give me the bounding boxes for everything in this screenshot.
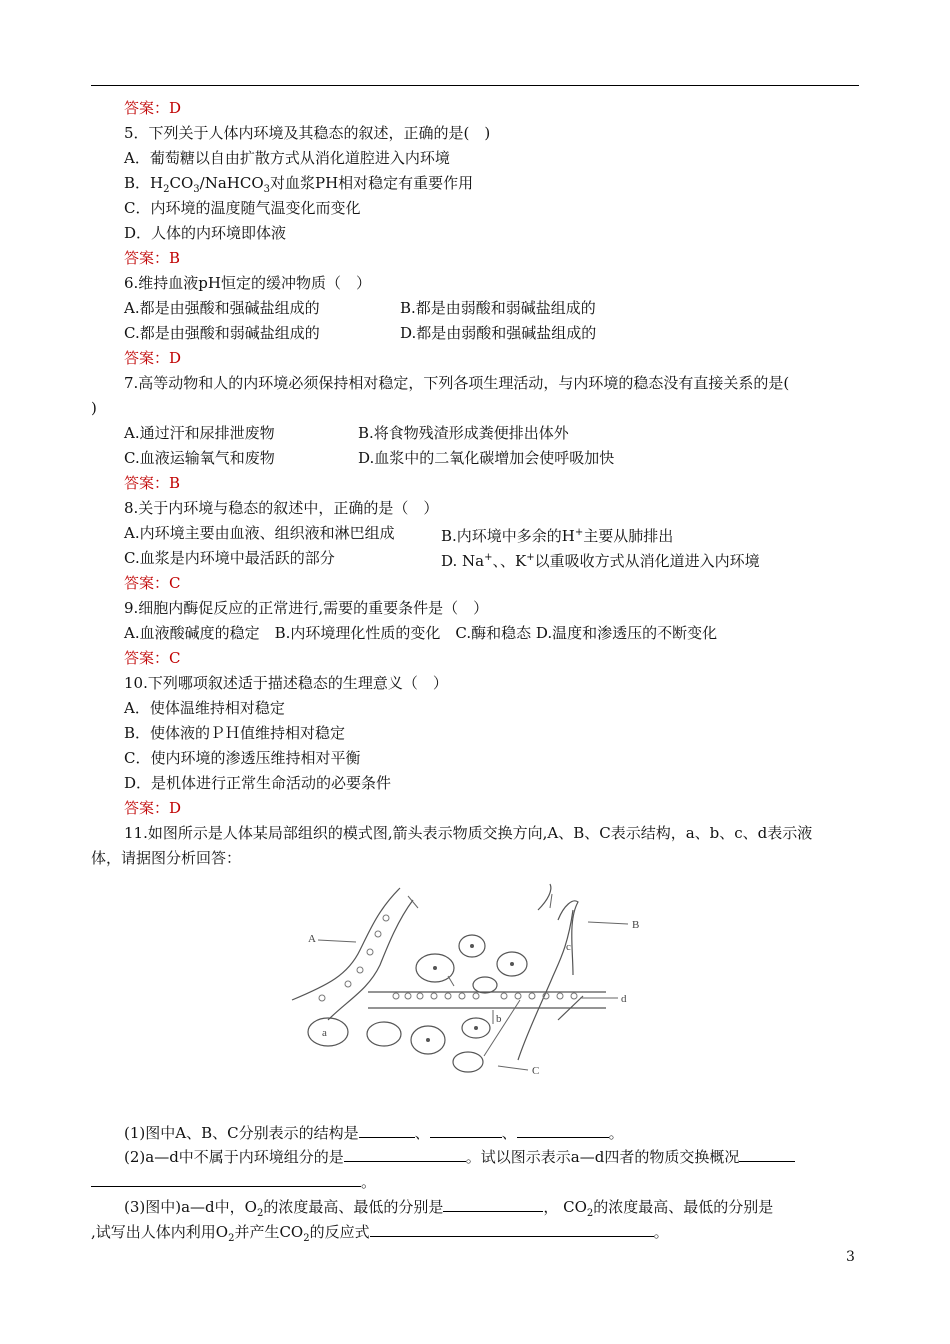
q7-option-c: C.血液运输氧气和废物 bbox=[124, 449, 275, 467]
q8-option-b: B.内环境中多余的H+主要从肺排出 bbox=[441, 527, 674, 545]
q11-part3-cont: ,试写出人体内利用$O_2$并产生$CO_2$的反应式 。 bbox=[91, 1223, 669, 1244]
blood-cell bbox=[431, 993, 437, 999]
blank-2b[interactable] bbox=[739, 1147, 795, 1162]
q11-part1: (1)图中A、B、C分别表示的结构是 、 、 。 bbox=[124, 1124, 624, 1142]
lymph-cell bbox=[319, 995, 325, 1001]
lymph-vessel-inner bbox=[328, 900, 413, 1020]
blank-1c[interactable] bbox=[517, 1123, 609, 1138]
lymph-cell bbox=[357, 967, 363, 973]
q8-option-c: C.血浆是内环境中最活跃的部分 bbox=[124, 549, 335, 567]
cell-4 bbox=[473, 977, 497, 993]
q8-stem: 8.关于内环境与稳态的叙述中，正确的是（ ） bbox=[124, 499, 439, 517]
blood-cell bbox=[445, 993, 451, 999]
q8-option-d: D. Na+、、K+以重吸收方式从消化道进入内环境 bbox=[441, 552, 760, 570]
blood-cell bbox=[529, 993, 535, 999]
lymph-cell bbox=[375, 931, 381, 937]
answer-q6: 答案：D bbox=[124, 349, 182, 367]
q11-part2-cont: 。 bbox=[91, 1172, 376, 1192]
q11-part2: (2)a—d中不属于内环境组分的是 。试以图示表示a—d四者的物质交换概况 bbox=[124, 1147, 795, 1167]
label-line-b bbox=[588, 922, 628, 924]
header-rule bbox=[91, 85, 859, 86]
blood-cell bbox=[417, 993, 423, 999]
arrow-up-left bbox=[408, 896, 418, 908]
q10-option-c: C．使内环境的渗透压维持相对平衡 bbox=[124, 749, 361, 767]
blank-3a[interactable] bbox=[443, 1197, 543, 1212]
q5-option-b: B．$H_2CO_3/NaHCO_3$对血浆PH相对稳定有重要作用 bbox=[124, 174, 474, 195]
label-c: c bbox=[566, 941, 571, 953]
blood-cell bbox=[473, 993, 479, 999]
answer-q10: 答案：D bbox=[124, 799, 182, 817]
blood-cell bbox=[405, 993, 411, 999]
q7-stem: 7.高等动物和人的内环境必须保持相对稳定，下列各项生理活动，与内环境的稳态没有直接关系的是( bbox=[124, 374, 790, 392]
tissue-diagram bbox=[288, 880, 648, 1085]
answer-q9: 答案：C bbox=[124, 649, 181, 667]
blank-2c[interactable] bbox=[91, 1172, 361, 1187]
nucleus bbox=[470, 944, 474, 948]
cell-a bbox=[308, 1018, 348, 1046]
lymph-cell bbox=[345, 981, 351, 987]
q11-part3: (3)图中)a—d中，$O_2$的浓度最高、最低的分别是 ， $CO_2$的浓度最高、最低的分别是 bbox=[124, 1198, 774, 1219]
blank-3b[interactable] bbox=[370, 1222, 654, 1237]
cell-5 bbox=[367, 1022, 401, 1046]
q9-stem: 9.细胞内酶促反应的正常进行,需要的重要条件是（ ） bbox=[124, 599, 489, 617]
q10-option-b: B．使体液的ＰＨ值维持相对稳定 bbox=[124, 724, 346, 742]
q10-option-d: D．是机体进行正常生命活动的必要条件 bbox=[124, 774, 392, 792]
q6-option-b: B.都是由弱酸和弱碱盐组成的 bbox=[400, 299, 596, 317]
q6-option-a: A.都是由强酸和强碱盐组成的 bbox=[124, 299, 320, 317]
label-A: A bbox=[308, 933, 316, 945]
blood-cell bbox=[393, 993, 399, 999]
label-b: b bbox=[496, 1013, 502, 1025]
q11-stem-line2: 体，请据图分析回答： bbox=[91, 849, 242, 867]
blank-2a[interactable] bbox=[344, 1147, 466, 1162]
answer-q4: 答案：D bbox=[124, 99, 182, 117]
label-a: a bbox=[322, 1027, 327, 1039]
q10-option-a: A．使体温维持相对稳定 bbox=[124, 699, 285, 717]
nucleus bbox=[426, 1038, 430, 1042]
label-B: B bbox=[632, 919, 640, 931]
label-line-c bbox=[498, 1066, 528, 1070]
label-line-a bbox=[318, 940, 356, 942]
q7-stem-cont: ) bbox=[91, 399, 97, 417]
blood-cell bbox=[571, 993, 577, 999]
page-number: 3 bbox=[846, 1249, 855, 1265]
q5-option-c: C．内环境的温度随气温变化而变化 bbox=[124, 199, 361, 217]
blank-1b[interactable] bbox=[430, 1123, 502, 1138]
q6-stem: 6.维持血液pH恒定的缓冲物质（ ） bbox=[124, 274, 371, 292]
q11-stem-line1: 11.如图所示是人体某局部组织的模式图,箭头表示物质交换方向,A、B、C表示结构，a、b、c、d表示液 bbox=[124, 824, 813, 842]
nucleus bbox=[510, 962, 514, 966]
arrow-up-right bbox=[550, 894, 552, 908]
q10-stem: 10.下列哪项叙述适于描述稳态的生理意义（ ） bbox=[124, 674, 448, 692]
blood-cell bbox=[459, 993, 465, 999]
arrow-down bbox=[448, 976, 454, 986]
q5-stem: 5．下列关于人体内环境及其稳态的叙述，正确的是( ) bbox=[124, 124, 491, 142]
lymph-branch bbox=[538, 884, 578, 975]
blood-cell bbox=[501, 993, 507, 999]
tissue-side bbox=[518, 910, 573, 1060]
answer-q7: 答案：B bbox=[124, 474, 181, 492]
nucleus bbox=[474, 1026, 478, 1030]
q8-option-a: A.内环境主要由血液、组织液和淋巴组成 bbox=[124, 524, 395, 542]
q9-options: A.血液酸碱度的稳定 B.内环境理化性质的变化 C.酶和稳态 D.温度和渗透压的不断变化 bbox=[124, 624, 718, 642]
q7-option-d: D.血浆中的二氧化碳增加会使呼吸加快 bbox=[358, 449, 615, 467]
q5-option-a: A．葡萄糖以自由扩散方式从消化道腔进入内环境 bbox=[124, 149, 450, 167]
nucleus bbox=[433, 966, 437, 970]
lymph-cell bbox=[383, 915, 389, 921]
answer-q5: 答案：B bbox=[124, 249, 181, 267]
blood-cell bbox=[557, 993, 563, 999]
q6-option-c: C.都是由强酸和弱碱盐组成的 bbox=[124, 324, 320, 342]
q7-option-b: B.将食物残渣形成粪便排出体外 bbox=[358, 424, 569, 442]
q5-option-d: D．人体的内环境即体液 bbox=[124, 224, 287, 242]
q6-option-d: D.都是由弱酸和强碱盐组成的 bbox=[400, 324, 597, 342]
q7-option-a: A.通过汗和尿排泄废物 bbox=[124, 424, 275, 442]
answer-q8: 答案：C bbox=[124, 574, 181, 592]
label-d: d bbox=[621, 993, 627, 1005]
lymph-cell bbox=[367, 949, 373, 955]
label-C: C bbox=[532, 1065, 540, 1077]
blood-cell bbox=[515, 993, 521, 999]
cell-8 bbox=[453, 1052, 483, 1072]
blank-1a[interactable] bbox=[359, 1123, 415, 1138]
